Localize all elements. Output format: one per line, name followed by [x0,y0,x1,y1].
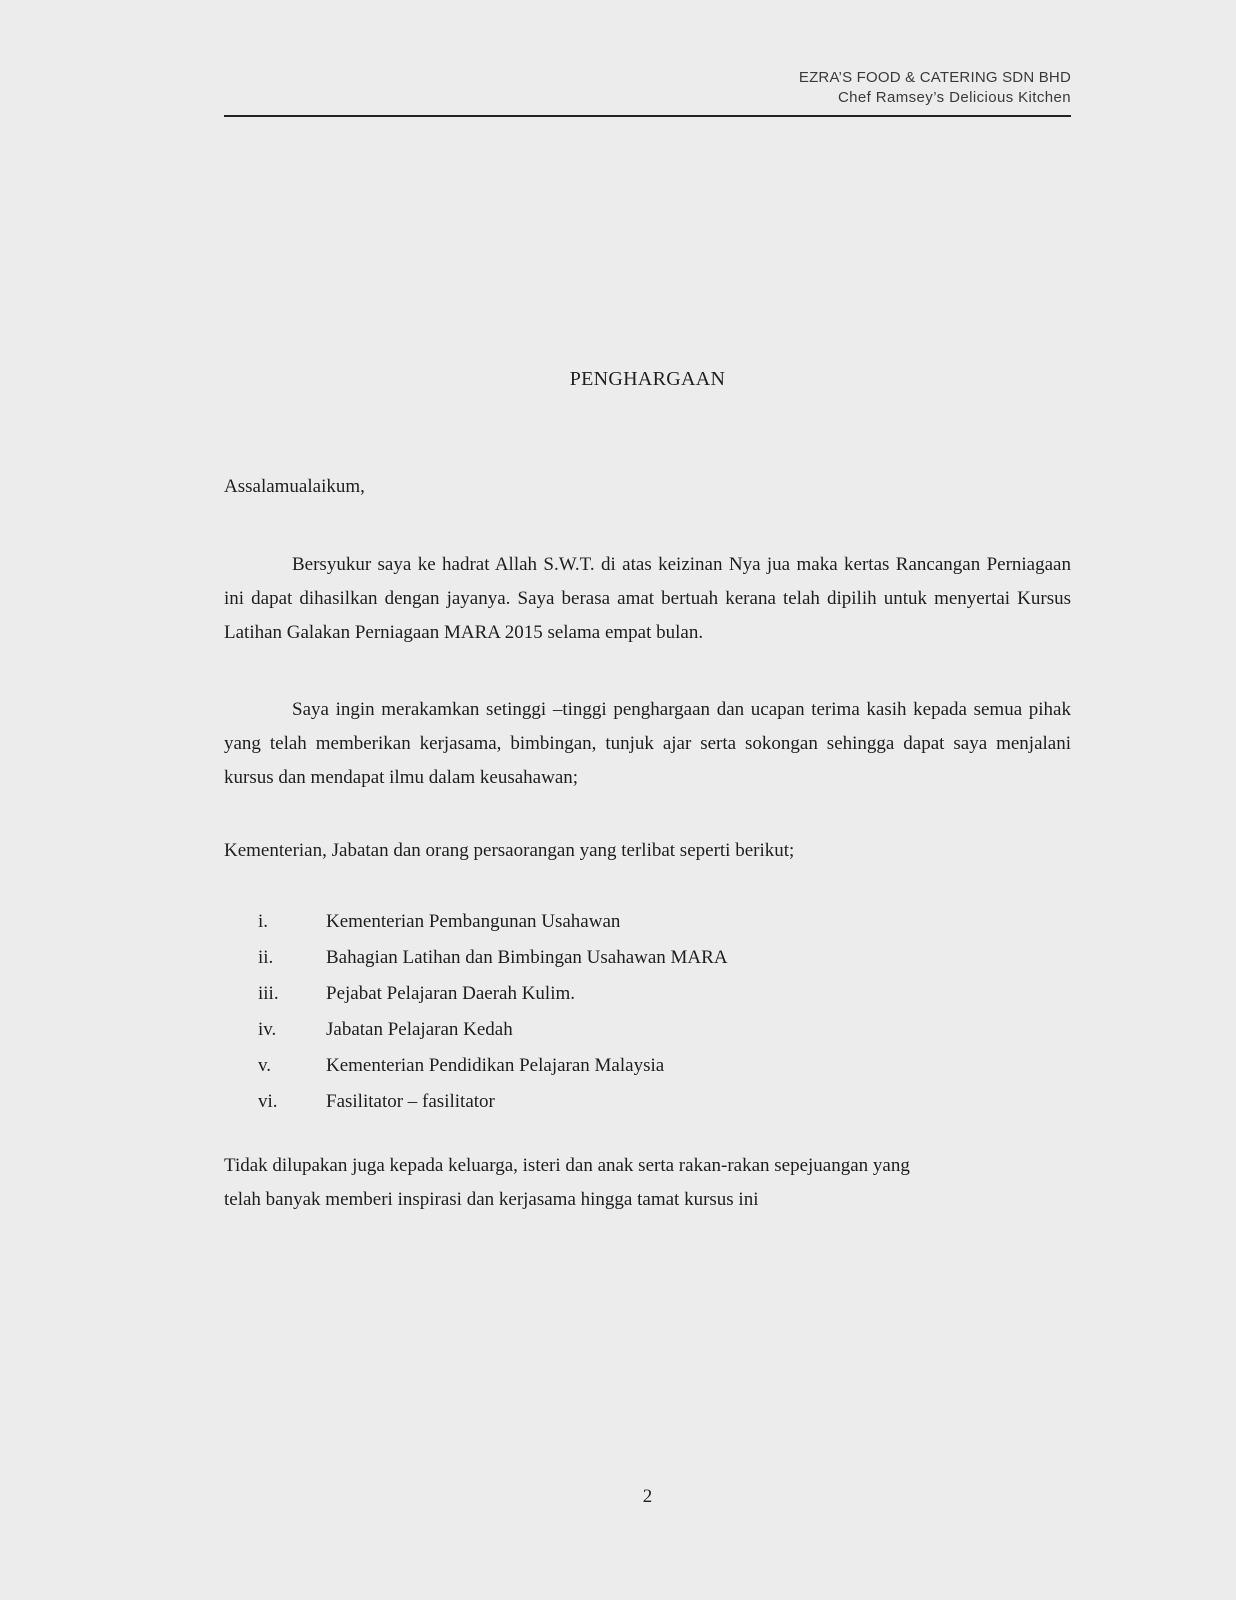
list-item-text: Pejabat Pelajaran Daerah Kulim. [326,983,576,1004]
list-item [224,1012,1071,1048]
list-item-number: iv. [258,1019,277,1040]
list-item-number: ii. [258,947,274,968]
list-item-text: Fasilitator – fasilitator [326,1091,495,1112]
paragraph-gratitude-text: Bersyukur saya ke hadrat Allah S.W.T. di atas keizinan Nya jua maka kertas Rancangan Perniagaan ini dapat dihasilkan dengan jayanya. Saya berasa amat bertuah kerana telah dipilih untuk menyertai Kursus Latihan Galakan Perniagaan MARA 2015 selama empat bulan. [224,554,1071,643]
page-title: PENGHARGAAN [569,368,726,390]
list-item [224,904,1071,940]
paragraph-family-line-1: Tidak dilupakan juga kepada keluarga, isteri dan anak serta rakan-rakan sepejuangan yang [224,1155,910,1176]
list-item-text: Kementerian Pendidikan Pelajaran Malaysia [326,1055,665,1076]
paragraph-appreciation [224,693,1071,795]
greeting: Assalamualaikum, [224,476,365,497]
list-item [224,976,1071,1012]
list-item-number: vi. [258,1091,278,1112]
list-item-number: v. [258,1055,272,1076]
acknowledgement-list [224,904,1071,1120]
list-item-text: Bahagian Latihan dan Bimbingan Usahawan MARA [326,947,728,968]
paragraph-appreciation-text: Saya ingin merakamkan setinggi –tinggi penghargaan dan ucapan terima kasih kepada semua pihak yang telah memberikan kerjasama, bimbingan, tunjuk ajar serta sokongan sehingga dapat saya menjalani kursus dan mendapat ilmu dalam keusahawan; [224,699,1071,788]
list-item-text: Jabatan Pelajaran Kedah [326,1019,513,1040]
page-number: 2 [642,1486,653,1507]
paragraph-family-line-2: telah banyak memberi inspirasi dan kerjasama hingga tamat kursus ini [224,1189,759,1210]
paragraph-family-thanks [224,1149,1004,1217]
company-name: EZRA’S FOOD & CATERING SDN BHD [798,69,1071,86]
company-tagline: Chef Ramsey’s Delicious Kitchen [837,89,1071,106]
list-item [224,1048,1071,1084]
paragraph-gratitude [224,548,1071,650]
page-header [224,68,1071,108]
list-item-number: iii. [258,983,279,1004]
paragraph-list-intro: Kementerian, Jabatan dan orang persaorangan yang terlibat seperti berikut; [224,840,795,861]
list-item-text: Kementerian Pembangunan Usahawan [326,911,621,932]
list-item [224,1084,1071,1120]
list-item-number: i. [258,911,269,932]
header-divider [224,115,1071,117]
list-item [224,940,1071,976]
